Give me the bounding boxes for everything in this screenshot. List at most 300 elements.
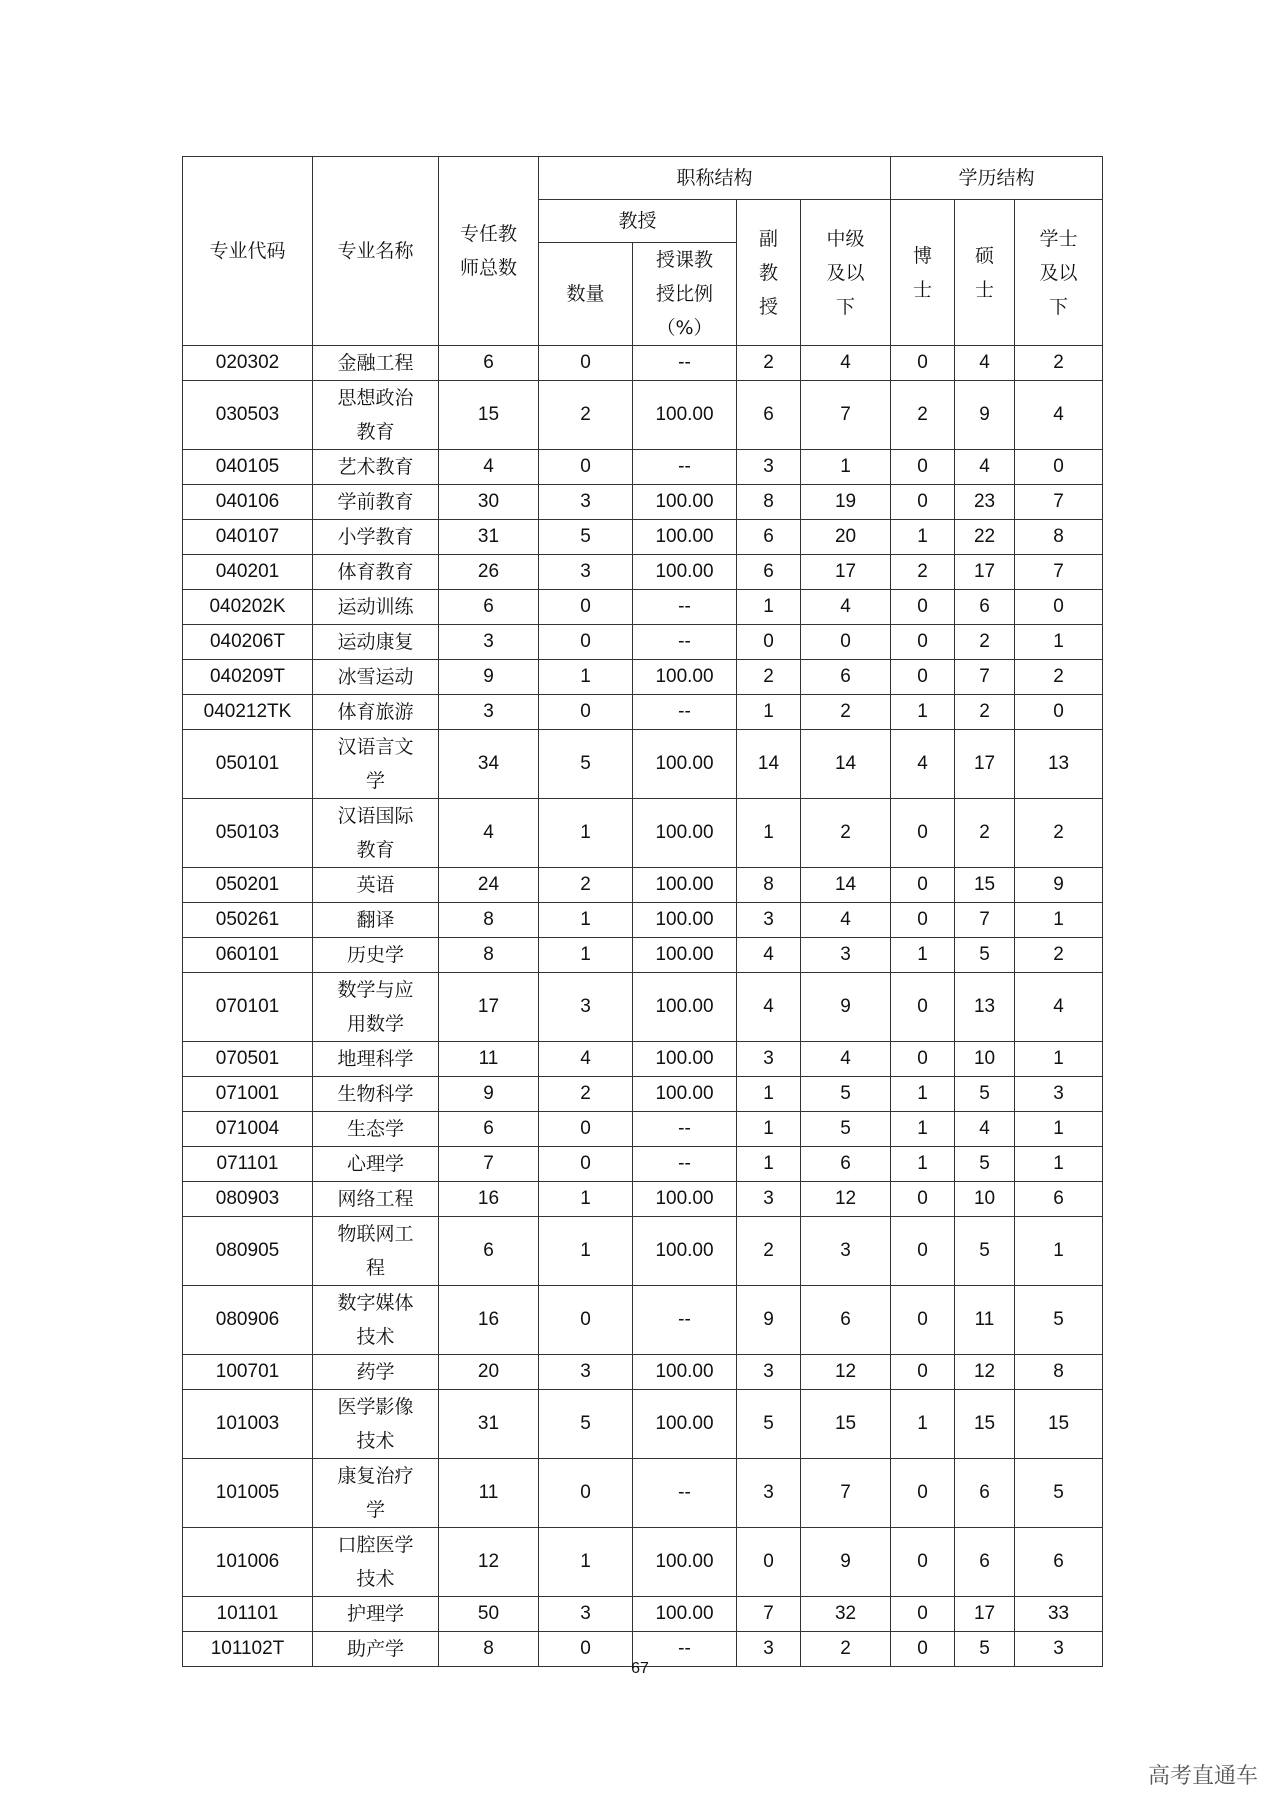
cell-code: 030503 [183,381,313,450]
cell-code: 101003 [183,1390,313,1459]
cell-phd: 0 [891,1632,955,1667]
cell-master: 5 [955,1147,1015,1182]
cell-ratio: -- [633,1632,737,1667]
cell-phd: 1 [891,1390,955,1459]
cell-total: 6 [439,1217,539,1286]
cell-assoc: 5 [737,1390,801,1459]
cell-code: 080903 [183,1182,313,1217]
header-assoc-professor [737,200,801,346]
table-row [183,1286,1103,1355]
cell-bachelor: 1 [1015,1112,1103,1147]
cell-name-line: 运动康复 [337,631,414,653]
cell-prof: 0 [539,346,633,381]
cell-name-line: 教育 [356,421,395,443]
cell-mid: 7 [801,381,891,450]
cell-master: 5 [955,1077,1015,1112]
cell-prof: 0 [539,1286,633,1355]
cell-bachelor: 2 [1015,799,1103,868]
cell-phd: 1 [891,1077,955,1112]
cell-name-line: 康复治疗 [337,1465,414,1487]
cell-prof: 0 [539,695,633,730]
header-mid-line3: 下 [836,295,856,318]
cell-bachelor: 2 [1015,660,1103,695]
cell-bachelor: 7 [1015,485,1103,520]
cell-code: 101005 [183,1459,313,1528]
cell-mid: 0 [801,625,891,660]
table-row [183,660,1103,695]
cell-ratio: 100.00 [633,1042,737,1077]
cell-ratio: -- [633,1147,737,1182]
cell-assoc: 6 [737,381,801,450]
cell-mid: 9 [801,973,891,1042]
table-row [183,485,1103,520]
header-bachelor-and-below [1015,200,1103,346]
cell-master: 7 [955,660,1015,695]
cell-prof: 4 [539,1042,633,1077]
cell-total: 9 [439,1077,539,1112]
cell-name [313,1042,439,1077]
cell-ratio: 100.00 [633,555,737,590]
table-row [183,1042,1103,1077]
table-row [183,868,1103,903]
cell-phd: 4 [891,730,955,799]
cell-ratio: 100.00 [633,868,737,903]
table-row [183,381,1103,450]
cell-assoc: 8 [737,868,801,903]
header-total [439,157,539,346]
cell-bachelor: 13 [1015,730,1103,799]
cell-master: 12 [955,1355,1015,1390]
cell-phd: 0 [891,973,955,1042]
cell-total: 16 [439,1286,539,1355]
cell-code: 040107 [183,520,313,555]
cell-total: 11 [439,1459,539,1528]
cell-ratio: 100.00 [633,799,737,868]
cell-mid: 17 [801,555,891,590]
cell-total: 24 [439,868,539,903]
table-row [183,1217,1103,1286]
cell-prof: 1 [539,660,633,695]
cell-mid: 14 [801,730,891,799]
header-ratio-line2: 授比例 [655,283,713,305]
cell-total: 12 [439,1528,539,1597]
cell-bachelor: 1 [1015,903,1103,938]
cell-name-line: 物联网工 [337,1223,414,1245]
cell-name-line: 心理学 [346,1153,404,1175]
cell-bachelor: 0 [1015,450,1103,485]
cell-total: 4 [439,799,539,868]
cell-assoc: 8 [737,485,801,520]
cell-ratio: -- [633,1112,737,1147]
header-code: 专业代码 [183,157,313,346]
cell-name [313,1147,439,1182]
cell-master: 5 [955,938,1015,973]
cell-code: 071004 [183,1112,313,1147]
header-prof-count: 数量 [539,243,633,346]
table-row [183,799,1103,868]
cell-mid: 2 [801,1632,891,1667]
cell-prof: 1 [539,903,633,938]
cell-ratio: 100.00 [633,1528,737,1597]
cell-total: 34 [439,730,539,799]
cell-name [313,1528,439,1597]
cell-mid: 5 [801,1077,891,1112]
cell-bachelor: 15 [1015,1390,1103,1459]
cell-bachelor: 6 [1015,1182,1103,1217]
cell-name [313,695,439,730]
header-mid-line2: 及以 [826,261,865,284]
cell-total: 11 [439,1042,539,1077]
cell-mid: 4 [801,1042,891,1077]
table-row [183,1597,1103,1632]
cell-bachelor: 4 [1015,381,1103,450]
cell-name-line: 体育旅游 [337,701,414,723]
cell-assoc: 3 [737,1355,801,1390]
cell-total: 3 [439,625,539,660]
cell-phd: 1 [891,1112,955,1147]
cell-code: 040206T [183,625,313,660]
table-row [183,903,1103,938]
cell-mid: 9 [801,1528,891,1597]
cell-code: 070501 [183,1042,313,1077]
cell-phd: 0 [891,590,955,625]
cell-code: 050101 [183,730,313,799]
cell-prof: 5 [539,520,633,555]
cell-assoc: 2 [737,346,801,381]
cell-code: 101006 [183,1528,313,1597]
cell-assoc: 2 [737,1217,801,1286]
cell-code: 080905 [183,1217,313,1286]
cell-name-line: 汉语言文 [337,736,414,758]
cell-ratio: 100.00 [633,1182,737,1217]
cell-name [313,625,439,660]
cell-code: 101102T [183,1632,313,1667]
cell-assoc: 1 [737,590,801,625]
cell-total: 8 [439,903,539,938]
cell-name [313,555,439,590]
cell-phd: 0 [891,450,955,485]
cell-bachelor: 33 [1015,1597,1103,1632]
cell-prof: 0 [539,1147,633,1182]
cell-prof: 1 [539,799,633,868]
cell-code: 071101 [183,1147,313,1182]
cell-name-line: 英语 [356,874,395,896]
cell-assoc: 6 [737,555,801,590]
cell-ratio: -- [633,695,737,730]
cell-name-line: 学 [365,770,385,792]
cell-ratio: -- [633,450,737,485]
cell-master: 15 [955,1390,1015,1459]
cell-total: 6 [439,346,539,381]
header-name: 专业名称 [313,157,439,346]
cell-name [313,1077,439,1112]
cell-bachelor: 2 [1015,938,1103,973]
cell-phd: 0 [891,1597,955,1632]
cell-ratio: 100.00 [633,903,737,938]
cell-name-line: 教育 [356,839,395,861]
cell-name [313,450,439,485]
cell-total: 26 [439,555,539,590]
cell-assoc: 1 [737,1077,801,1112]
header-title-structure: 职称结构 [539,157,891,200]
cell-assoc: 3 [737,1632,801,1667]
cell-phd: 0 [891,485,955,520]
table-row [183,450,1103,485]
cell-code: 040202K [183,590,313,625]
cell-name [313,973,439,1042]
cell-phd: 1 [891,938,955,973]
header-master-line1: 硕 [975,244,995,267]
cell-total: 30 [439,485,539,520]
cell-name-line: 学前教育 [337,491,414,513]
page-number: 67 [631,1660,649,1677]
cell-master: 6 [955,590,1015,625]
cell-ratio: -- [633,1286,737,1355]
cell-bachelor: 5 [1015,1459,1103,1528]
cell-name-line: 历史学 [346,944,404,966]
cell-master: 7 [955,903,1015,938]
cell-code: 050201 [183,868,313,903]
cell-bachelor: 9 [1015,868,1103,903]
cell-name [313,660,439,695]
cell-ratio: 100.00 [633,938,737,973]
cell-master: 9 [955,381,1015,450]
cell-bachelor: 1 [1015,1147,1103,1182]
cell-code: 020302 [183,346,313,381]
cell-assoc: 1 [737,695,801,730]
cell-mid: 12 [801,1355,891,1390]
cell-prof: 1 [539,1217,633,1286]
cell-mid: 6 [801,1286,891,1355]
cell-master: 6 [955,1459,1015,1528]
cell-prof: 3 [539,555,633,590]
cell-master: 17 [955,1597,1015,1632]
cell-ratio: 100.00 [633,1597,737,1632]
cell-prof: 3 [539,1597,633,1632]
cell-master: 10 [955,1182,1015,1217]
cell-ratio: -- [633,590,737,625]
table-row [183,1355,1103,1390]
cell-name [313,485,439,520]
cell-phd: 0 [891,1355,955,1390]
cell-name-line: 技术 [356,1568,395,1590]
cell-assoc: 4 [737,938,801,973]
cell-master: 10 [955,1042,1015,1077]
cell-code: 040212TK [183,695,313,730]
table-row [183,1147,1103,1182]
header-bachelor-line2: 及以 [1039,261,1078,284]
cell-name-line: 地理科学 [337,1048,414,1070]
cell-prof: 2 [539,1077,633,1112]
table-row [183,1528,1103,1597]
cell-code: 050261 [183,903,313,938]
header-mid-and-below [801,200,891,346]
cell-name-line: 程 [365,1257,385,1279]
cell-name [313,799,439,868]
cell-master: 22 [955,520,1015,555]
cell-bachelor: 1 [1015,1042,1103,1077]
cell-mid: 6 [801,1147,891,1182]
cell-name-line: 翻译 [356,909,395,931]
cell-code: 060101 [183,938,313,973]
cell-mid: 3 [801,938,891,973]
cell-prof: 0 [539,450,633,485]
cell-name [313,520,439,555]
cell-name-line: 网络工程 [337,1188,414,1210]
cell-name-line: 冰雪运动 [337,666,414,688]
cell-mid: 4 [801,590,891,625]
cell-bachelor: 1 [1015,1217,1103,1286]
cell-bachelor: 1 [1015,625,1103,660]
cell-code: 070101 [183,973,313,1042]
cell-prof: 3 [539,485,633,520]
cell-mid: 14 [801,868,891,903]
table-row [183,555,1103,590]
cell-name [313,1459,439,1528]
table-row [183,1459,1103,1528]
cell-code: 100701 [183,1355,313,1390]
cell-mid: 4 [801,346,891,381]
cell-ratio: 100.00 [633,973,737,1042]
header-total-line2: 师总数 [459,257,517,279]
cell-code: 040105 [183,450,313,485]
cell-master: 17 [955,730,1015,799]
cell-prof: 3 [539,973,633,1042]
cell-total: 4 [439,450,539,485]
cell-name [313,590,439,625]
cell-assoc: 1 [737,1112,801,1147]
cell-ratio: 100.00 [633,730,737,799]
cell-total: 17 [439,973,539,1042]
table-row [183,1112,1103,1147]
header-phd [891,200,955,346]
cell-bachelor: 0 [1015,695,1103,730]
cell-name-line: 思想政治 [337,387,414,409]
cell-phd: 0 [891,1459,955,1528]
cell-name [313,381,439,450]
header-total-line1: 专任教 [459,223,517,245]
cell-mid: 32 [801,1597,891,1632]
cell-total: 6 [439,590,539,625]
cell-ratio: 100.00 [633,1355,737,1390]
cell-prof: 0 [539,625,633,660]
cell-name [313,938,439,973]
cell-prof: 0 [539,1459,633,1528]
cell-name [313,1286,439,1355]
cell-master: 15 [955,868,1015,903]
header-bachelor-line1: 学士 [1039,227,1078,250]
cell-bachelor: 2 [1015,346,1103,381]
cell-assoc: 1 [737,799,801,868]
cell-phd: 0 [891,1217,955,1286]
cell-assoc: 14 [737,730,801,799]
cell-assoc: 3 [737,450,801,485]
cell-name [313,730,439,799]
cell-name-line: 助产学 [346,1638,404,1660]
cell-master: 11 [955,1286,1015,1355]
cell-name-line: 医学影像 [337,1396,414,1418]
cell-prof: 0 [539,1632,633,1667]
cell-master: 17 [955,555,1015,590]
cell-assoc: 9 [737,1286,801,1355]
watermark: 高考直通车 [1147,1764,1258,1789]
cell-name-line: 技术 [356,1430,395,1452]
cell-name [313,1355,439,1390]
cell-master: 4 [955,1112,1015,1147]
cell-phd: 0 [891,1286,955,1355]
cell-name-line: 数字媒体 [337,1292,414,1314]
cell-phd: 0 [891,1528,955,1597]
cell-ratio: 100.00 [633,1217,737,1286]
cell-total: 31 [439,1390,539,1459]
cell-assoc: 3 [737,1182,801,1217]
header-ratio-line1: 授课教 [655,249,713,271]
cell-bachelor: 0 [1015,590,1103,625]
cell-phd: 0 [891,1182,955,1217]
header-master [955,200,1015,346]
cell-mid: 7 [801,1459,891,1528]
cell-total: 7 [439,1147,539,1182]
cell-mid: 19 [801,485,891,520]
cell-total: 8 [439,938,539,973]
header-professor: 教授 [539,200,737,243]
cell-name [313,1112,439,1147]
header-bachelor-line3: 下 [1049,295,1069,318]
cell-phd: 0 [891,868,955,903]
cell-ratio: -- [633,1459,737,1528]
cell-code: 040209T [183,660,313,695]
cell-assoc: 0 [737,625,801,660]
cell-phd: 2 [891,555,955,590]
cell-prof: 0 [539,590,633,625]
header-assoc-line2: 教 [758,261,778,284]
cell-name-line: 生态学 [346,1118,404,1140]
header-assoc-line3: 授 [758,295,778,318]
cell-total: 9 [439,660,539,695]
cell-code: 040106 [183,485,313,520]
cell-ratio: 100.00 [633,381,737,450]
cell-master: 4 [955,450,1015,485]
cell-phd: 0 [891,799,955,868]
cell-name-line: 学 [365,1499,385,1521]
table-row [183,938,1103,973]
header-edu-structure: 学历结构 [891,157,1103,200]
cell-assoc: 4 [737,973,801,1042]
cell-mid: 3 [801,1217,891,1286]
cell-bachelor: 5 [1015,1286,1103,1355]
header-prof-ratio [633,243,737,346]
cell-bachelor: 6 [1015,1528,1103,1597]
cell-mid: 15 [801,1390,891,1459]
table-header [183,157,1103,346]
cell-assoc: 6 [737,520,801,555]
cell-mid: 5 [801,1112,891,1147]
cell-master: 2 [955,625,1015,660]
cell-master: 2 [955,799,1015,868]
cell-total: 50 [439,1597,539,1632]
cell-phd: 0 [891,1042,955,1077]
header-assoc-line1: 副 [758,227,778,250]
cell-prof: 2 [539,381,633,450]
cell-prof: 1 [539,938,633,973]
header-mid-line1: 中级 [826,227,865,250]
table-row [183,1390,1103,1459]
cell-prof: 5 [539,1390,633,1459]
cell-name-line: 技术 [356,1326,395,1348]
faculty-structure-table-container [182,156,1103,1667]
cell-ratio: 100.00 [633,520,737,555]
cell-bachelor: 3 [1015,1077,1103,1112]
